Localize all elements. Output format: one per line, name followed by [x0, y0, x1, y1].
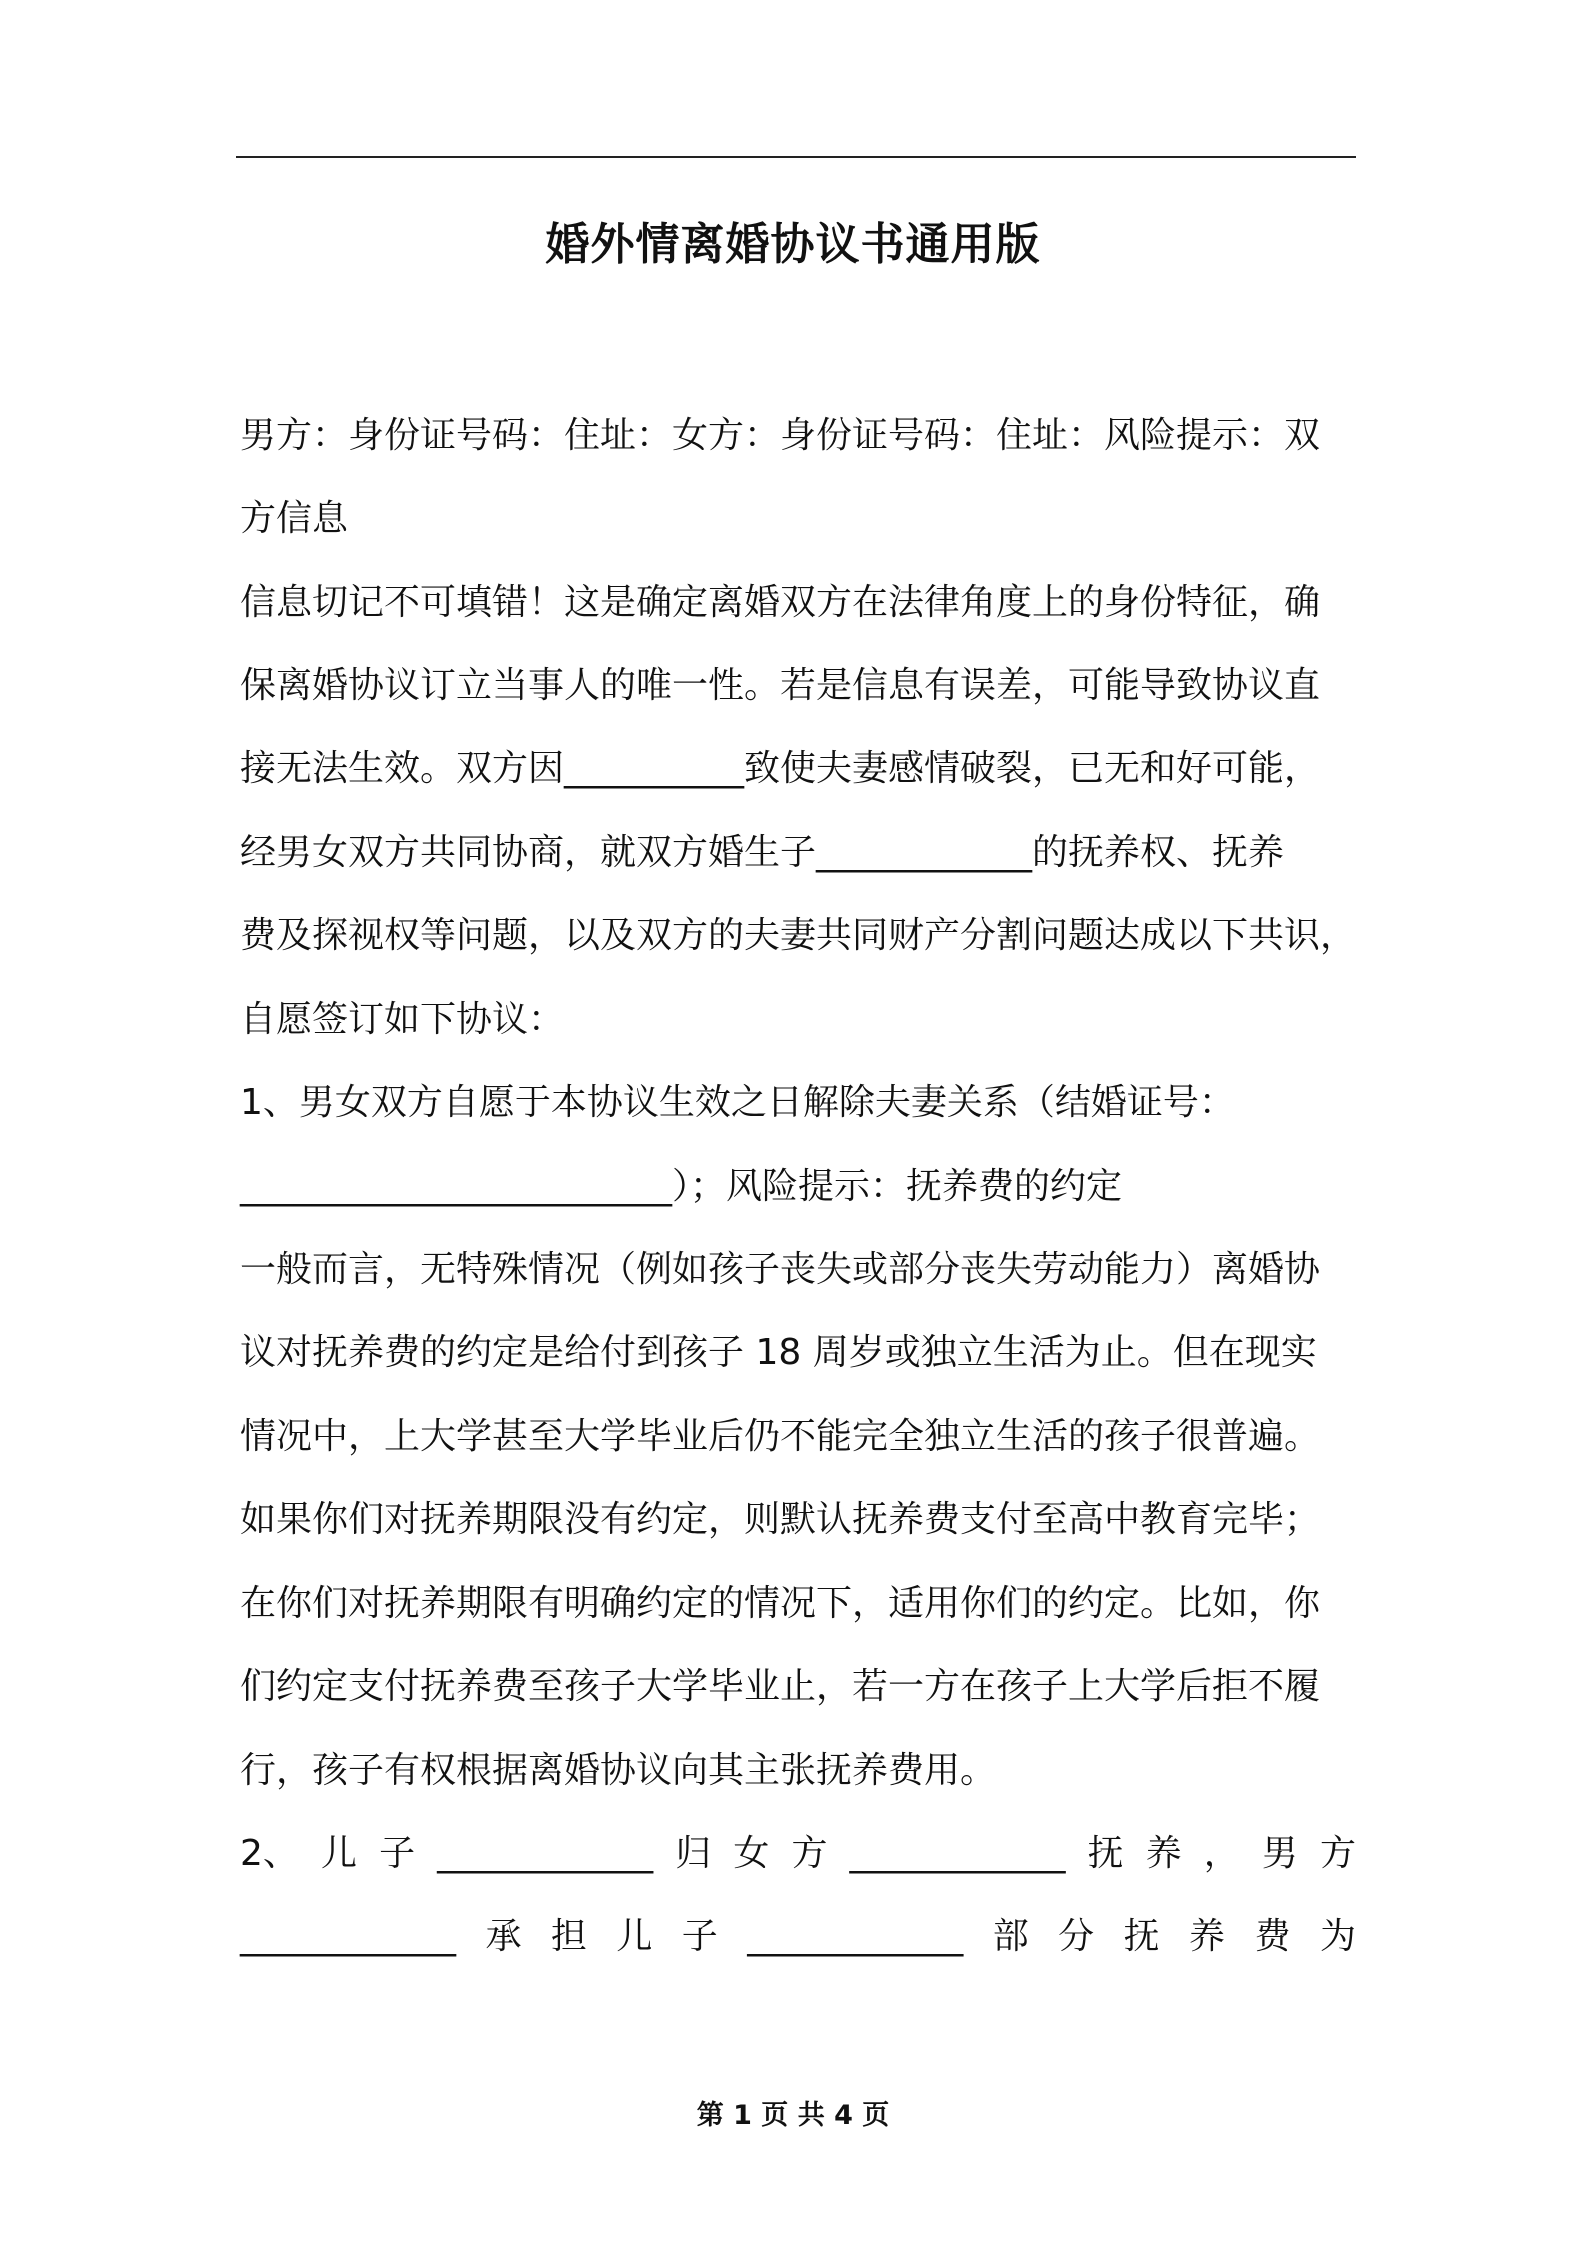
clause-token: ，	[1203, 1833, 1240, 1874]
clause-token: 子	[379, 1833, 416, 1874]
clause-token: 为	[1319, 1916, 1356, 1957]
clause-2-line-1	[240, 1829, 1356, 1879]
clause-token: 归	[675, 1833, 712, 1874]
clause-token: 方	[1319, 1833, 1356, 1874]
blank-field: ____________	[747, 1916, 964, 1957]
clause-token: 女	[733, 1833, 770, 1874]
body-line: 男方：身份证号码：住址：女方：身份证号码：住址：风险提示：双	[240, 415, 1321, 456]
body-line: 方信息	[240, 498, 349, 539]
body-line: 如果你们对抚养期限没有约定，则默认抚养费支付至高中教育完毕；	[240, 1499, 1321, 1540]
clause-token: 承	[485, 1916, 522, 1957]
body-line: 在你们对抚养期限有明确约定的情况下，适用你们的约定。比如，你	[240, 1583, 1321, 1624]
blank-field: ____________	[437, 1833, 654, 1874]
clause-token: 儿	[320, 1833, 357, 1874]
body-line: 信息切记不可填错！这是确定离婚双方在法律角度上的身份特征，确	[240, 582, 1321, 623]
body-line: 情况中，上大学甚至大学毕业后仍不能完全独立生活的孩子很普遍。	[240, 1416, 1321, 1457]
blank-field: ____________	[849, 1833, 1066, 1874]
clause-token: 部	[992, 1916, 1029, 1957]
header-rule	[236, 156, 1356, 158]
clause-token: 儿	[616, 1916, 653, 1957]
body-line: 经男女双方共同协商，就双方婚生子____________的抚养权、抚养	[240, 832, 1285, 873]
body-line: 一般而言，无特殊情况（例如孩子丧失或部分丧失劳动能力）离婚协	[240, 1249, 1321, 1290]
clause-token: 抚	[1123, 1916, 1160, 1957]
clause-token: 费	[1254, 1916, 1291, 1957]
document-title: 婚外情离婚协议书通用版	[545, 219, 1041, 270]
body-line: 行，孩子有权根据离婚协议向其主张抚养费用。	[240, 1750, 997, 1791]
clause-token: 抚	[1087, 1833, 1124, 1874]
clause-token: 担	[550, 1916, 587, 1957]
clause-token: 方	[791, 1833, 828, 1874]
body-line: 自愿签订如下协议：	[240, 999, 565, 1040]
clause-2-line-2	[240, 1912, 1356, 1962]
body-line: ________________________）；风险提示：抚养费的约定	[240, 1166, 1123, 1207]
body-line: 们约定支付抚养费至孩子大学毕业止，若一方在孩子上大学后拒不履	[240, 1666, 1321, 1707]
body-line: 议对抚养费的约定是给付到孩子 18 周岁或独立生活为止。但在现实	[240, 1332, 1317, 1373]
page-number: 第 1 页 共 4 页	[696, 2100, 890, 2131]
clause-token: 养	[1145, 1833, 1182, 1874]
body-line: 保离婚协议订立当事人的唯一性。若是信息有误差，可能导致协议直	[240, 665, 1321, 706]
clause-token: 2、	[240, 1833, 299, 1874]
body-line: 接无法生效。双方因__________致使夫妻感情破裂，已无和好可能，	[240, 748, 1321, 789]
clause-token: 男	[1261, 1833, 1298, 1874]
clause-token: 养	[1189, 1916, 1226, 1957]
body-line: 费及探视权等问题，以及双方的夫妻共同财产分割问题达成以下共识，	[240, 915, 1357, 956]
clause-token: 子	[681, 1916, 718, 1957]
clause-token: 分	[1058, 1916, 1095, 1957]
blank-field: ____________	[240, 1916, 456, 1957]
body-line: 1、男女双方自愿于本协议生效之日解除夫妻关系（结婚证号：	[240, 1082, 1235, 1123]
